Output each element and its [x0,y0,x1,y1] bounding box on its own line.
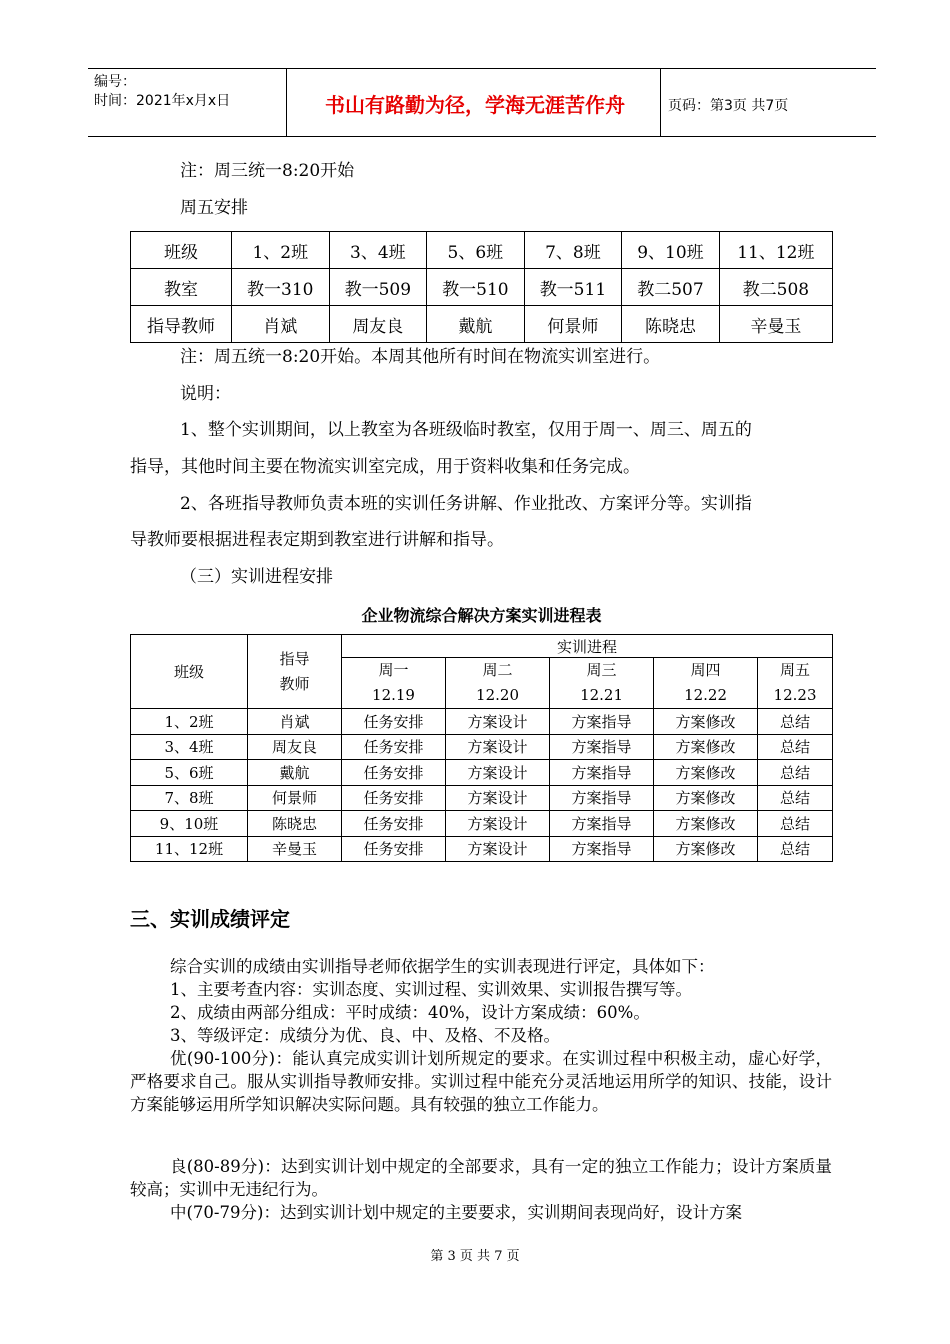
row-label: 指导教师 [131,306,232,343]
day-date: 12.20 [476,686,519,704]
table-header-row [131,635,833,658]
task-cell: 方案指导 [550,836,654,862]
table-row [131,232,833,269]
teacher-cell: 辛曼玉 [248,836,342,862]
grade-medium: 中(70-79分)：达到实训计划中规定的主要要求，实训期间表现尚好，设计方案 [170,1203,742,1222]
table-row [131,836,833,862]
header-motto: 书山有路勤为径，学海无涯苦作舟 [325,93,625,117]
task-cell: 任务安排 [342,709,446,735]
class-cell: 7、8班 [131,785,248,811]
header-page-info: 页码：第3页 共7页 [668,98,789,114]
table-row [131,785,833,811]
day-name: 周四 [690,661,721,679]
table-cell: 3、4班 [329,232,427,269]
grade-good: 良(80-89分)：达到实训计划中规定的全部要求，具有一定的独立工作能力；设计方案质量较高；实训中无违纪行为。 [130,1157,832,1199]
grade-excellent: 优(90-100分)：能认真完成实训计划所规定的要求。在实训过程中积极主动，虚心好学，严格要求自己。服从实训指导教师安排。实训过程中能充分灵活地运用所学的知识、技能，设计方案能够运用所学知识解决实际问题。具有较强的独立工作能力。 [130,1049,832,1114]
day-name: 周二 [482,661,513,679]
task-cell: 方案设计 [446,760,550,786]
page-header [88,68,876,137]
progress-table-caption: 企业物流综合解决方案实训进程表 [361,606,602,625]
task-cell: 任务安排 [342,836,446,862]
note-wednesday: 注：周三统一8:20开始 [180,161,355,181]
table-cell: 教二507 [622,269,720,306]
task-cell: 方案指导 [550,811,654,837]
number-label: 编号： [94,74,136,90]
task-cell: 任务安排 [342,734,446,760]
explain-item-2: 2、各班指导教师负责本班的实训任务讲解、作业批改、方案评分等。实训指 [180,494,752,514]
task-cell: 方案设计 [446,785,550,811]
header-divider [286,69,287,136]
table-row [131,734,833,760]
class-cell: 5、6班 [131,760,248,786]
class-cell: 11、12班 [131,836,248,862]
section-progress-title: （三）实训进程安排 [180,567,333,587]
col-header-teacher-line1: 指导 [279,649,310,668]
day-name: 周一 [378,661,409,679]
table-row [131,269,833,306]
grade-item-2: 2、成绩由两部分组成：平时成绩：40%，设计方案成绩：60%。 [170,1003,650,1022]
explain-item-1-cont: 指导，其他时间主要在物流实训室完成，用于资料收集和任务完成。 [130,457,640,477]
col-header-progress: 实训进程 [342,635,833,658]
col-header-class: 班级 [131,635,248,709]
table-cell: 11、12班 [719,232,832,269]
explain-item-2-cont: 导教师要根据进程表定期到教室进行讲解和指导。 [130,530,504,550]
task-cell: 方案修改 [654,836,758,862]
task-cell: 方案设计 [446,811,550,837]
col-header-teacher-line2: 教师 [279,674,310,693]
table-cell: 陈晓忠 [622,306,720,343]
day-header [654,658,758,709]
table-row [131,760,833,786]
day-name: 周五 [780,661,811,679]
section-heading-grading: 三、实训成绩评定 [130,907,290,931]
header-meta [94,73,230,111]
grade-intro: 综合实训的成绩由实训指导老师依据学生的实训表现进行评定，具体如下： [170,957,715,976]
task-cell: 任务安排 [342,811,446,837]
task-cell: 总结 [758,836,833,862]
table-cell: 教一310 [232,269,330,306]
table-cell: 7、8班 [524,232,622,269]
time-label: 时间：2021年x月x日 [94,93,231,109]
task-cell: 总结 [758,785,833,811]
table-row [131,811,833,837]
table-cell: 1、2班 [232,232,330,269]
day-date: 12.23 [773,686,817,704]
table-cell: 肖斌 [232,306,330,343]
teacher-cell: 戴航 [248,760,342,786]
task-cell: 方案修改 [654,760,758,786]
task-cell: 方案指导 [550,785,654,811]
page-footer: 第 3 页 共 7 页 [430,1249,520,1264]
task-cell: 总结 [758,734,833,760]
table-cell: 教一511 [524,269,622,306]
task-cell: 总结 [758,811,833,837]
table-cell: 5、6班 [427,232,525,269]
progress-table [130,634,833,862]
task-cell: 方案设计 [446,836,550,862]
task-cell: 方案指导 [550,760,654,786]
day-date: 12.19 [372,686,415,704]
table-cell: 教二508 [719,269,832,306]
table-row [131,709,833,735]
day-name: 周三 [586,661,617,679]
grade-item-1: 1、主要考查内容：实训态度、实训过程、实训效果、实训报告撰写等。 [170,980,692,999]
table-cell: 教一509 [329,269,427,306]
row-label: 教室 [131,269,232,306]
table-cell: 何景师 [524,306,622,343]
class-cell: 3、4班 [131,734,248,760]
row-label: 班级 [131,232,232,269]
table-row [131,306,833,343]
table-cell: 教一510 [427,269,525,306]
teacher-cell: 陈晓忠 [248,811,342,837]
task-cell: 方案修改 [654,811,758,837]
task-cell: 方案修改 [654,709,758,735]
teacher-cell: 何景师 [248,785,342,811]
note-friday: 注：周五统一8:20开始。本周其他所有时间在物流实训室进行。 [180,347,661,367]
task-cell: 总结 [758,760,833,786]
table-cell: 戴航 [427,306,525,343]
day-header [446,658,550,709]
class-cell: 9、10班 [131,811,248,837]
task-cell: 方案修改 [654,785,758,811]
task-cell: 方案设计 [446,734,550,760]
day-header [758,658,833,709]
task-cell: 任务安排 [342,785,446,811]
task-cell: 总结 [758,709,833,735]
day-date: 12.22 [684,686,728,704]
task-cell: 方案指导 [550,734,654,760]
task-cell: 任务安排 [342,760,446,786]
day-header [550,658,654,709]
task-cell: 方案指导 [550,709,654,735]
grade-item-3: 3、等级评定：成绩分为优、良、中、及格、不及格。 [170,1026,560,1045]
day-date: 12.21 [580,686,624,704]
col-header-teacher [248,635,342,709]
day-header [342,658,446,709]
teacher-cell: 周友良 [248,734,342,760]
explain-title: 说明： [180,384,231,404]
teacher-cell: 肖斌 [248,709,342,735]
friday-schedule-table [130,231,833,343]
task-cell: 方案修改 [654,734,758,760]
friday-title: 周五安排 [180,198,248,218]
table-cell: 辛曼玉 [719,306,832,343]
table-cell: 周友良 [329,306,427,343]
table-cell: 9、10班 [622,232,720,269]
task-cell: 方案设计 [446,709,550,735]
explain-item-1: 1、整个实训期间，以上教室为各班级临时教室，仅用于周一、周三、周五的 [180,420,752,440]
class-cell: 1、2班 [131,709,248,735]
